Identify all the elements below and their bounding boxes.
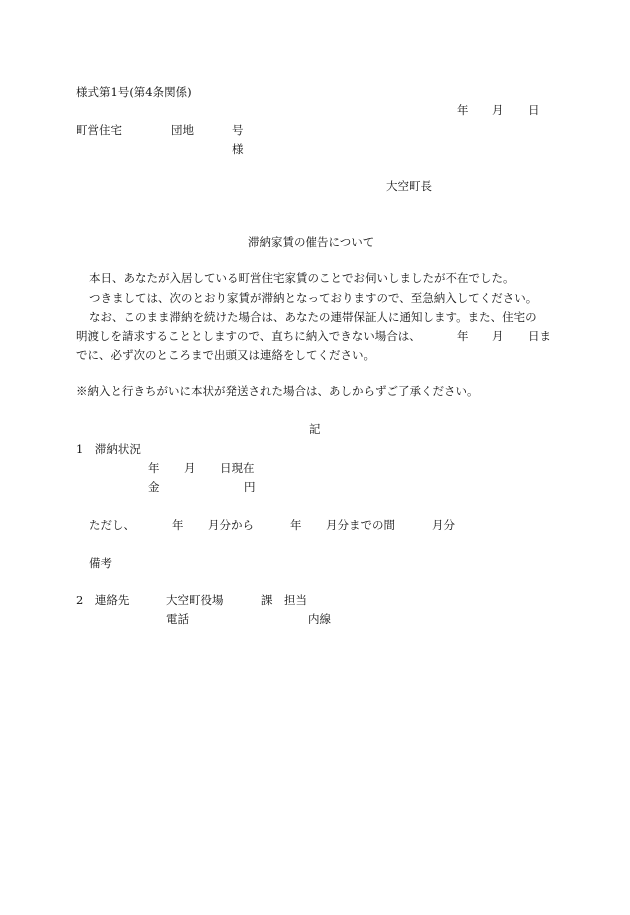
proviso-month-2: 月分までの間: [326, 518, 395, 532]
section-1-heading: 1 滞納状況: [76, 442, 141, 456]
amount-label: 金: [148, 480, 160, 494]
body-line-1: 本日、あなたが入居している町営住宅家賃のことでお伺いしましたが不在でした。: [89, 271, 515, 285]
as-of-day: 日現在: [220, 461, 255, 475]
contact-extension: 内線: [308, 612, 331, 626]
date-month: 月: [492, 103, 504, 117]
amount-unit: 円: [244, 480, 256, 494]
form-number: 様式第1号(第4条関係): [76, 85, 192, 99]
contact-phone: 電話: [166, 612, 189, 626]
remarks: 備考: [89, 556, 112, 570]
ki-heading: 記: [309, 422, 321, 436]
proviso-month-1: 月分から: [208, 518, 254, 532]
body-deadline-day: 日ま: [528, 329, 551, 343]
body-deadline-month: 月: [492, 329, 504, 343]
date-year: 年: [457, 103, 469, 117]
body-line-5: でに、必ず次のところまで出頭又は連絡をしてください。: [76, 348, 375, 362]
as-of-month: 月: [184, 461, 196, 475]
addressee-housing: 町営住宅: [76, 123, 122, 137]
as-of-year: 年: [148, 461, 160, 475]
body-line-2: つきましては、次のとおり家賃が滞納となっておりますので、至急納入してください。: [89, 291, 538, 305]
body-line-3: なお、このまま滞納を続けた場合は、あなたの連帯保証人に通知します。また、住宅の: [89, 310, 537, 324]
addressee-honorific: 様: [232, 142, 244, 156]
note: ※納入と行きちがいに本状が発送された場合は、あしからずご了承ください。: [76, 384, 479, 398]
body-line-4: 明渡しを請求することとしますので、直ちに納入できない場合は、: [76, 329, 421, 343]
proviso-months: 月分: [432, 518, 455, 532]
date-day: 日: [528, 103, 540, 117]
sender: 大空町長: [386, 179, 432, 193]
section-2-heading: 2 連絡先: [76, 593, 130, 607]
addressee-estate: 団地: [171, 123, 194, 137]
page-title: 滞納家賃の催告について: [248, 235, 375, 249]
body-deadline-year: 年: [457, 329, 469, 343]
addressee-unit: 号: [232, 123, 244, 137]
contact-division: 課 担当: [261, 593, 307, 607]
contact-office: 大空町役場: [166, 593, 224, 607]
proviso-lead: ただし、: [89, 518, 135, 532]
proviso-year-2: 年: [290, 518, 302, 532]
proviso-year-1: 年: [172, 518, 184, 532]
